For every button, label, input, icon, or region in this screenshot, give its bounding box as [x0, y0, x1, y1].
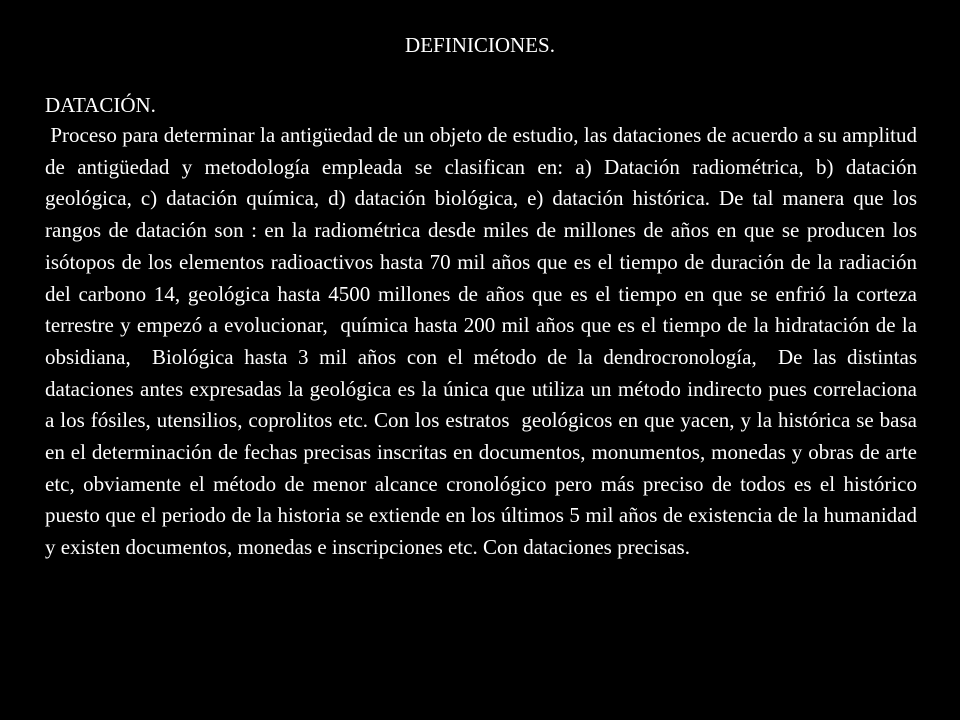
slide-title: DEFINICIONES.	[405, 33, 555, 57]
section-heading: DATACIÓN.	[45, 93, 156, 117]
definition-paragraph: Proceso para determinar la antigüedad de un objeto de estudio, las dataciones de acuerdo a su amplitud de antigüedad y metodología empleada se clasifican en: a) Datación radiométrica, b) datación geológica, c) datación química, d) datación biológica, e) datación histórica. De tal manera que los rangos de datación son : en la radiométrica desde miles de millones de años en que se producen los isótopos de los elementos radioactivos hasta 70 mil años que es el tiempo de duración de la radiación del carbono 14, geológica hasta 4500 millones de años que es el tiempo en que se enfrió la corteza terrestre y empezó a evolucionar, química hasta 200 mil años que es el tiempo de la hidratación de la obsidiana, Biológica hasta 3 mil años con el método de la dendrocronología, De las distintas dataciones antes expresadas la geológica es la única que utiliza un método indirecto pues correlaciona a los fósiles, utensilios, coprolitos etc. Con los estratos geológicos en que yacen, y la histórica se basa en el determinación de fechas precisas inscritas en documentos, monumentos, monedas y obras de arte etc, obviamente el método de menor alcance cronológico pero más preciso de todos es el histórico puesto que el periodo de la historia se extiende en los últimos 5 mil años de existencia de la humanidad y existen documentos, monedas e inscripciones etc. Con dataciones precisas.	[45, 123, 928, 560]
